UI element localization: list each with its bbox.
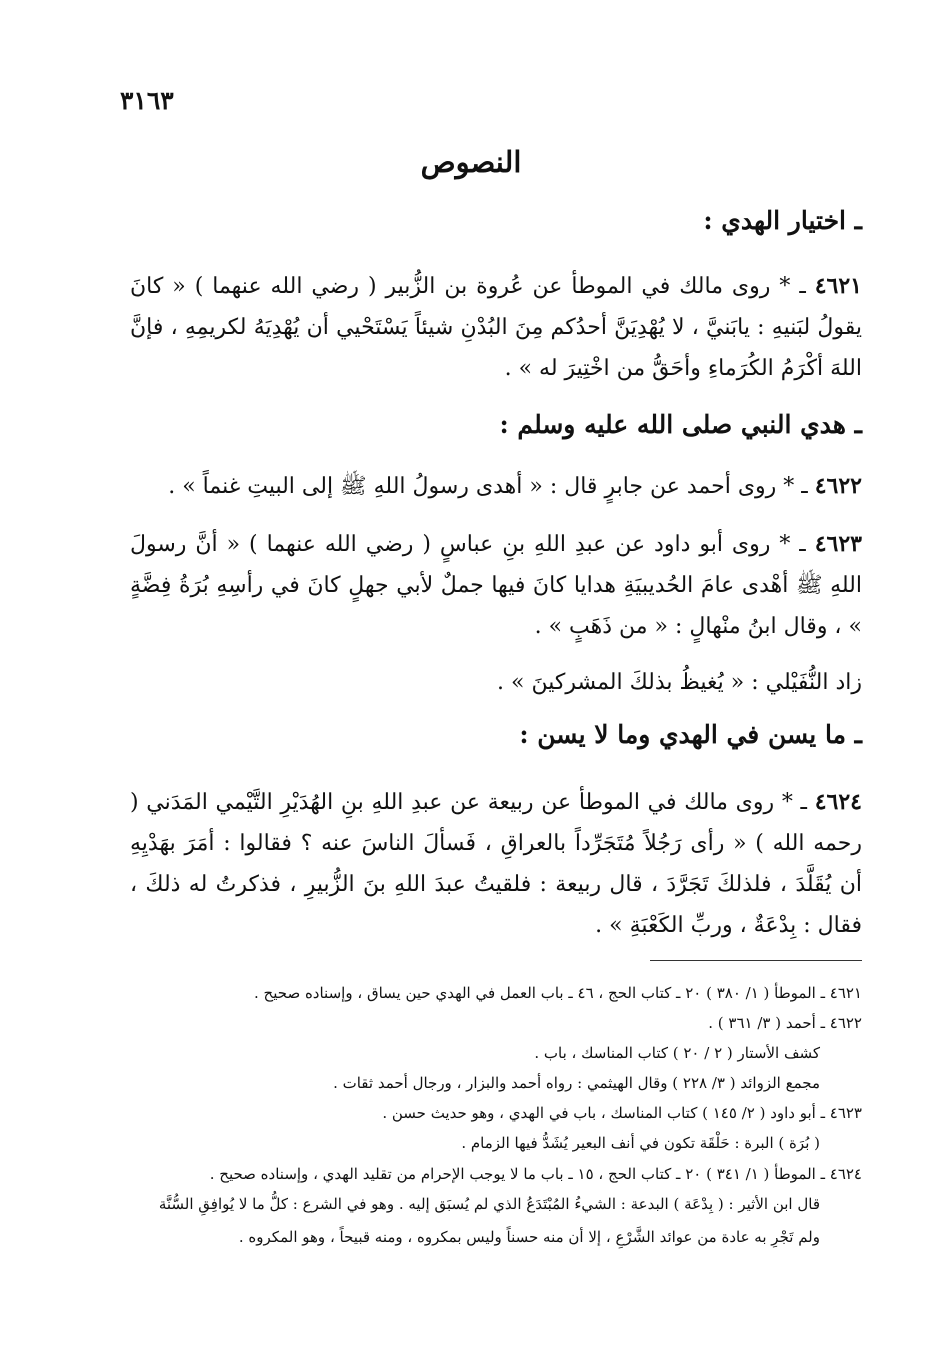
- hadith-paragraph: [130, 782, 862, 946]
- section-heading: ـ ما يسن في الهدي وما لا يسن :: [519, 720, 862, 749]
- page-title: النصوص: [420, 145, 522, 179]
- page-number: ٣١٦٣: [120, 86, 174, 115]
- hadith-paragraph: [130, 662, 862, 703]
- footnote: ٤٦٢١ ـ الموطأ ( ١/ ٣٨٠ ) ٢٠ ـ كتاب الحج ، ٤٦ ـ باب العمل في الهدي حين يساق ، وإسناده صحيح .: [254, 984, 862, 1002]
- footnote: ( بُرَة ) البرة : حَلْقَة تكون في أنف البعير يُشَدُّ فيها الزمام .: [461, 1134, 820, 1152]
- section-heading: ـ هدي النبي صلى الله عليه وسلم :: [499, 410, 862, 439]
- footnote: ٤٦٢٤ ـ الموطأ ( ١/ ٣٤١ ) ٢٠ ـ كتاب الحج ، ١٥ ـ باب ما لا يوجب الإحرام من تقليد الهدي ، وإسناده صحيح .: [209, 1165, 862, 1183]
- hadith-number: ٤٦٢١: [814, 273, 862, 299]
- footnote-separator: [650, 960, 862, 961]
- hadith-text: ـ * روى أبو داود عن عبدِ اللهِ بنِ عباسٍ ( رضي الله عنهما ) « أنَّ رسولَ اللهِ ﷺ أهْدى عامَ الحُديبيَةِ هدايا كانَ فيها جملٌ لأبي جهلٍ كانَ في رأسِهِ بُرَةُ فِضَّةٍ » ، وقال ابنُ منْهالٍ : « من ذَهَبٍ » .: [130, 532, 862, 639]
- hadith-text: ـ * روى مالك في الموطأ عن عُروة بن الزُّبير ( رضي الله عنهما ) « كانَ يقولُ لبَنيهِ : يابَنيَّ ، لا يُهْدِيَنَّ أحدُكم مِنَ البُدْنِ شيئاً يَسْتَحْيي أن يُهْدِيَهُ لكريمِهِ ، فإنَّ اللهَ أكْرَمُ الكُرَماءِ وأحَقُّ من اخْتِيرَ له » .: [130, 274, 862, 381]
- hadith-paragraph: [130, 466, 862, 507]
- hadith-number: ٤٦٢٣: [814, 531, 862, 557]
- hadith-paragraph: [130, 524, 862, 647]
- hadith-text: زاد النُّفَيْلي : « يُغيظُ بذلكَ المشركينَ » .: [497, 670, 862, 695]
- hadith-number: ٤٦٢٢: [814, 473, 862, 499]
- hadith-text: ـ * روى أحمد عن جابرٍ قال : « أهدى رسولُ اللهِ ﷺ إلى البيتِ غنماً » .: [168, 474, 815, 499]
- footnote: ٤٦٢٢ ـ أحمد ( ٣/ ٣٦١ ) .: [708, 1014, 862, 1032]
- section-heading: ـ اختيار الهدي :: [703, 206, 862, 235]
- footnote: ٤٦٢٣ ـ أبو داود ( ٢/ ١٤٥ ) كتاب المناسك ، باب في الهدي ، وهو حديث حسن .: [382, 1104, 862, 1122]
- footnote: مجمع الزوائد ( ٣/ ٢٢٨ ) وقال الهيثمي : رواه أحمد والبزار ، ورجال أحمد ثقات .: [333, 1074, 820, 1092]
- hadith-text: ـ * روى مالك في الموطأ عن ربيعة عن عبدِ اللهِ بنِ الهُدَيْرِ التَّيْمي المَدَني ( رحمه الله ) « رأى رَجُلاً مُتَجَرِّداً بالعراقِ ، فَسألَ الناسَ عنه ؟ فقالوا : أمَرَ بهَدْيِهِ أن يُقَلَّدَ ، فلذلكَ تَجَرَّدَ ، قال ربيعة : فلقيتُ عبدَ اللهِ بنَ الزُّبيرِ ، فذكرتُ له ذلكَ ، فقال : بِدْعَةٌ ، وربِّ الكَعْبَةِ » .: [130, 790, 862, 938]
- footnote: كشف الأستار ( ٢ / ٢٠ ) كتاب المناسك ، باب .: [534, 1044, 820, 1062]
- hadith-number: ٤٦٢٤: [814, 789, 862, 815]
- hadith-paragraph: [130, 266, 862, 389]
- footnote: قال ابن الأثير : ( بِدْعَة ) البدعة : الشيءُ المُبْتَدَعُ الذي لم يُسبَق إليه . وهو في الشرع : كلُّ ما لا يُوافِقِ السُّنَّة: [158, 1195, 820, 1213]
- footnote: ولم تَجْرِ به عادة من عوائد الشَّرْعِ ، إلا أن منه حسناً وليس بمكروه ، ومنه قبيحاً ، وهو المكروه .: [238, 1228, 820, 1246]
